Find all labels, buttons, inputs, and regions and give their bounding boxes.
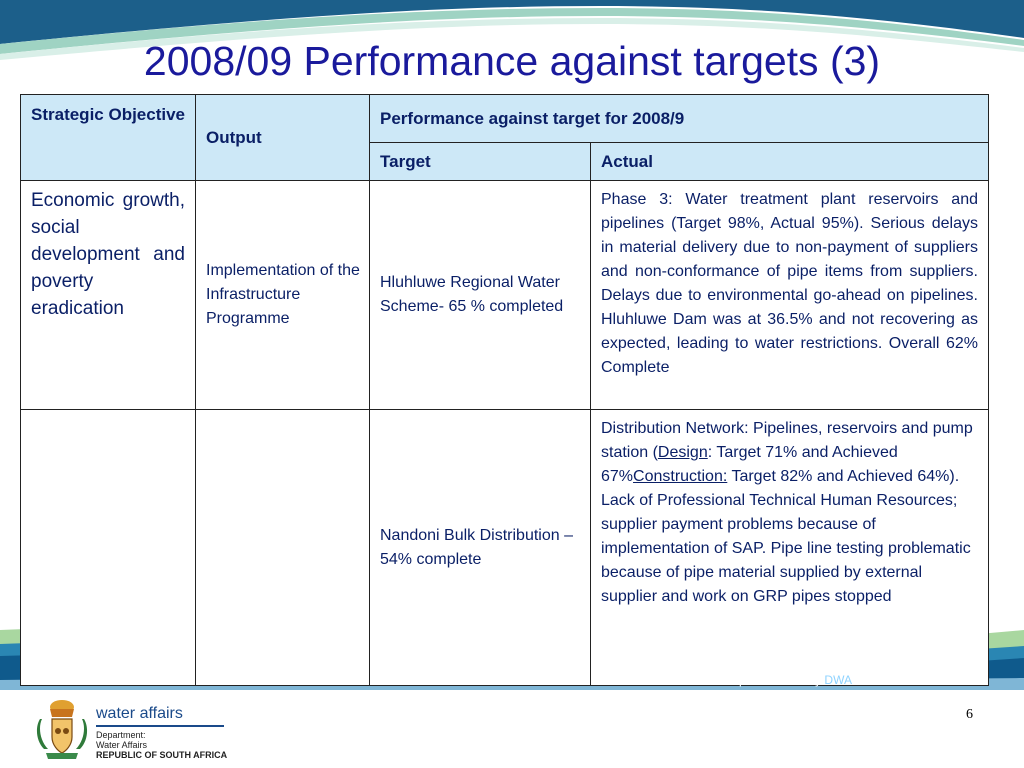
brand-republic: REPUBLIC OF SOUTH AFRICA [96, 750, 228, 760]
coat-of-arms-icon [36, 697, 88, 761]
actual-text: : Target 71% and Achieved 67% [601, 444, 898, 485]
credit-suffix: communication services [851, 673, 983, 687]
credit-prefix: a presentation by [729, 673, 825, 687]
cell-objective [21, 410, 196, 686]
design-label: Design [657, 444, 708, 461]
cell-output [196, 410, 370, 686]
table-row [21, 410, 989, 686]
cell-target: Hluhluwe Regional Water Scheme- 65 % completed [370, 181, 591, 410]
header-output: Output [196, 95, 370, 181]
brand-department-label: Department: [96, 730, 146, 740]
cell-objective: Economic growth, social development and poverty eradication [21, 181, 196, 410]
cell-actual [591, 410, 989, 686]
header-strategic-objective: Strategic Objective [21, 95, 196, 181]
cell-output: Implementation of the Infrastructure Programme [196, 181, 370, 410]
performance-table [20, 94, 989, 686]
header-performance: Performance against target for 2008/9 [370, 95, 989, 143]
table-row [21, 181, 989, 410]
actual-text: Target 82% and Achieved 64%). Lack of Professional Technical Human Resources; supplier payment problems because of implementation of SAP. Pipe line testing problematic because of pipe material supplied by external supplier and work on GRP pipes stopped [601, 468, 971, 605]
construction-label: Construction: [633, 468, 728, 485]
department-logo [36, 697, 236, 761]
page-number: 6 [966, 707, 973, 722]
brand-name: water affairs [96, 705, 183, 722]
slide-title: 2008/09 Performance against targets (3) [143, 38, 881, 84]
cell-target: Nandoni Bulk Distribution – 54% complete [370, 410, 591, 686]
header-actual: Actual [591, 143, 989, 181]
brand-divider [96, 725, 224, 727]
brand-department-name: Water Affairs [96, 740, 148, 750]
cell-actual: Phase 3: Water treatment plant reservoirs and pipelines (Target 98%, Actual 95%). Serious delays in material delivery due to non-payment of suppliers and non-conformance of pipe items from suppliers. Delays due to environmental go-ahead on pipelines. Hluhluwe Dam was at 36.5% and not recovering as expected, leading to water restrictions. Overall 62% Complete [591, 181, 989, 410]
actual-text: Distribution Network: Pipelines, reservoirs and pump station ( [601, 420, 973, 461]
presentation-credit [729, 673, 983, 687]
credit-dwa: DWA [824, 673, 852, 687]
header-target: Target [370, 143, 591, 181]
